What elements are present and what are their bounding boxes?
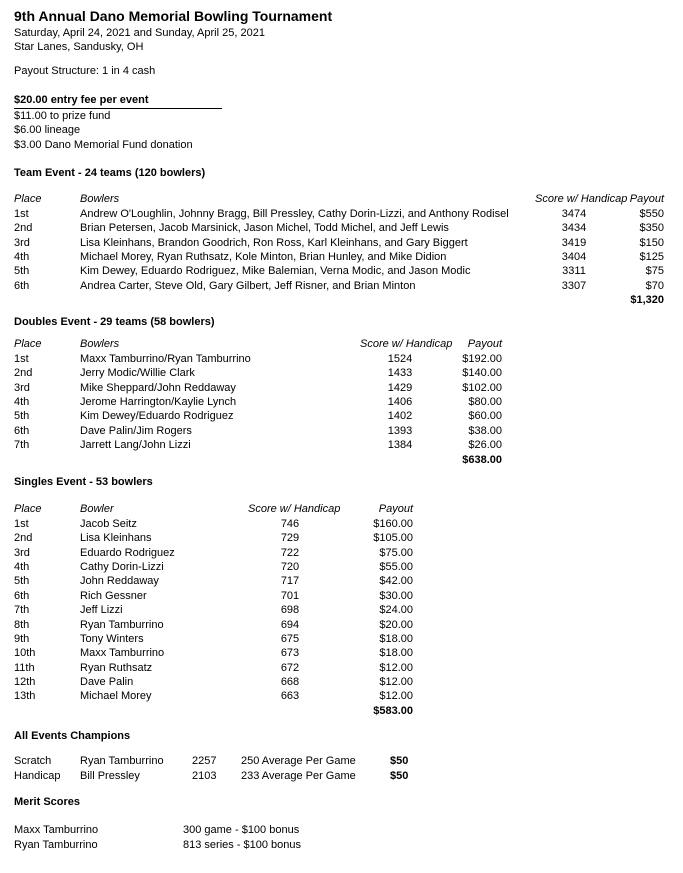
payout-cell: $105.00 xyxy=(373,532,413,545)
place-cell: 3rd xyxy=(14,236,30,249)
table-row xyxy=(14,250,664,264)
payout-cell: $12.00 xyxy=(379,690,413,703)
place-cell: 1st xyxy=(14,352,29,365)
place-cell: 2nd xyxy=(14,367,33,380)
place-header: Place xyxy=(14,503,42,516)
score-cell: 720 xyxy=(280,560,300,573)
table-header-row xyxy=(14,192,664,206)
payout-cell: $24.00 xyxy=(379,604,413,617)
score-cell: 3474 xyxy=(561,207,587,220)
payout-cell: $70 xyxy=(645,279,664,292)
team-event-table xyxy=(14,192,664,307)
bowlers-cell: Jerome Harrington/Kaylie Lynch xyxy=(80,395,237,408)
payout-cell: $50 xyxy=(390,769,409,782)
score-cell: 717 xyxy=(280,575,300,588)
section-title: All Events Champions xyxy=(14,730,131,742)
score-cell: 1393 xyxy=(387,424,413,437)
payout-cell: $18.00 xyxy=(379,647,413,660)
bowlers-header: Bowlers xyxy=(80,193,120,206)
score-header: Score w/ Handicap xyxy=(360,338,453,351)
score-cell: 1429 xyxy=(387,381,413,394)
event-dates: Saturday, April 24, 2021 and Sunday, April 25, 2021 xyxy=(14,27,265,39)
payout-cell: $80.00 xyxy=(468,395,502,408)
table-row xyxy=(14,207,664,221)
score-cell: 1524 xyxy=(387,352,413,365)
fee-breakdown-item: $6.00 lineage xyxy=(14,124,81,137)
merit-scores-section xyxy=(14,795,301,852)
table-row xyxy=(14,424,502,438)
payout-cell: $160.00 xyxy=(373,517,413,530)
bowler-cell: Jeff Lizzi xyxy=(80,604,123,617)
team-event-section xyxy=(14,166,664,308)
bowlers-cell: Lisa Kleinhans, Brandon Goodrich, Ron Ross, Karl Kleinhans, and Gary Biggert xyxy=(80,236,468,249)
table-row xyxy=(14,689,413,703)
table-row xyxy=(14,661,413,675)
category-cell: Scratch xyxy=(14,755,52,768)
score-cell: 698 xyxy=(280,604,300,617)
bowlers-cell: Kim Dewey, Eduardo Rodriguez, Mike Balemian, Verna Modic, and Jason Modic xyxy=(80,265,471,278)
payout-cell: $26.00 xyxy=(468,439,502,452)
score-cell: 3419 xyxy=(561,236,587,249)
event-total: $583.00 xyxy=(373,704,413,717)
section-title: Singles Event - 53 bowlers xyxy=(14,476,153,488)
bowler-cell: Eduardo Rodriguez xyxy=(80,546,175,559)
table-row xyxy=(14,754,430,768)
average-cell: 233 Average Per Game xyxy=(241,769,356,782)
payout-cell: $42.00 xyxy=(379,575,413,588)
bonus-cell: 300 game - $100 bonus xyxy=(183,824,300,837)
bowlers-cell: Michael Morey, Ryan Ruthsatz, Kole Minton, Brian Hunley, and Mike Didion xyxy=(80,250,447,263)
place-cell: 6th xyxy=(14,424,30,437)
table-row xyxy=(14,279,664,293)
place-header: Place xyxy=(14,338,42,351)
payout-cell: $60.00 xyxy=(468,410,502,423)
score-cell: 2103 xyxy=(192,769,217,782)
place-cell: 8th xyxy=(14,618,30,631)
section-title: Merit Scores xyxy=(14,796,81,808)
payout-cell: $550 xyxy=(639,207,664,220)
bowlers-cell: Maxx Tamburrino/Ryan Tamburrino xyxy=(80,352,251,365)
payout-cell: $55.00 xyxy=(379,560,413,573)
table-row xyxy=(14,264,664,278)
payout-cell: $140.00 xyxy=(462,367,502,380)
category-cell: Handicap xyxy=(14,769,61,782)
place-cell: 5th xyxy=(14,575,30,588)
place-cell: 5th xyxy=(14,410,30,423)
event-total: $638.00 xyxy=(462,453,502,466)
score-cell: 2257 xyxy=(192,755,217,768)
place-cell: 7th xyxy=(14,439,30,452)
score-cell: 729 xyxy=(280,532,300,545)
merit-scores-table xyxy=(14,823,301,852)
entry-fee: $20.00 entry fee per event xyxy=(14,93,222,109)
table-row xyxy=(14,517,413,531)
payout-cell: $350 xyxy=(639,222,664,235)
place-cell: 2nd xyxy=(14,532,33,545)
bowler-cell: Michael Morey xyxy=(80,690,152,703)
payout-cell: $12.00 xyxy=(379,676,413,689)
doubles-event-section xyxy=(14,315,502,467)
place-cell: 10th xyxy=(14,647,36,660)
bowler-cell: Ryan Ruthsatz xyxy=(80,661,153,674)
all-events-section xyxy=(14,729,430,783)
bowlers-cell: Brian Petersen, Jacob Marsinick, Jason Michel, Todd Michel, and Jeff Lewis xyxy=(80,222,449,235)
table-row xyxy=(14,589,413,603)
table-row xyxy=(14,769,430,783)
doubles-event-table xyxy=(14,337,502,467)
bowler-cell: John Reddaway xyxy=(80,575,159,588)
score-cell: 675 xyxy=(280,632,300,645)
place-header: Place xyxy=(14,193,42,206)
table-row xyxy=(14,675,413,689)
bowler-cell: Dave Palin xyxy=(80,676,134,689)
table-header-row xyxy=(14,502,413,516)
table-row xyxy=(14,409,502,423)
bowler-cell: Jacob Seitz xyxy=(80,517,137,530)
place-cell: 12th xyxy=(14,676,36,689)
bowlers-cell: Andrea Carter, Steve Old, Gary Gilbert, Jeff Risner, and Brian Minton xyxy=(80,279,416,292)
place-cell: 4th xyxy=(14,395,30,408)
score-cell: 1384 xyxy=(387,439,413,452)
bowler-cell: Rich Gessner xyxy=(80,589,147,602)
payout-cell: $38.00 xyxy=(468,424,502,437)
bowler-cell: Ryan Tamburrino xyxy=(80,618,164,631)
payout-cell: $150 xyxy=(639,236,664,249)
place-cell: 11th xyxy=(14,661,35,674)
score-cell: 1402 xyxy=(387,410,413,423)
table-row xyxy=(14,438,502,452)
place-cell: 13th xyxy=(14,690,36,703)
table-row xyxy=(14,560,413,574)
place-cell: 7th xyxy=(14,604,30,617)
score-cell: 663 xyxy=(280,690,300,703)
table-row xyxy=(14,646,413,660)
bowler-cell: Maxx Tamburrino xyxy=(80,647,165,660)
bowler-cell: Ryan Tamburrino xyxy=(80,755,164,768)
table-row xyxy=(14,236,664,250)
table-row xyxy=(14,823,301,837)
total-row xyxy=(14,293,664,307)
score-cell: 672 xyxy=(280,661,300,674)
payout-cell: $75.00 xyxy=(379,546,413,559)
page-title: 9th Annual Dano Memorial Bowling Tournament xyxy=(14,8,333,24)
payout-structure: Payout Structure: 1 in 4 cash xyxy=(14,65,156,77)
bowler-cell: Ryan Tamburrino xyxy=(14,838,98,851)
bowlers-cell: Mike Sheppard/John Reddaway xyxy=(80,381,236,394)
place-cell: 6th xyxy=(14,589,30,602)
bowler-cell: Maxx Tamburrino xyxy=(14,824,99,837)
place-cell: 3rd xyxy=(14,381,30,394)
table-row xyxy=(14,632,413,646)
bowlers-cell: Dave Palin/Jim Rogers xyxy=(80,424,192,437)
place-cell: 2nd xyxy=(14,222,33,235)
bowler-cell: Tony Winters xyxy=(80,632,144,645)
place-cell: 1st xyxy=(14,207,29,220)
entry-fee-block xyxy=(14,93,222,152)
score-cell: 3311 xyxy=(562,265,586,278)
bowlers-cell: Jarrett Lang/John Lizzi xyxy=(80,439,191,452)
bowlers-cell: Andrew O'Loughlin, Johnny Bragg, Bill Pressley, Cathy Dorin-Lizzi, and Anthony Rodisel xyxy=(80,207,509,220)
table-row xyxy=(14,366,502,380)
event-location: Star Lanes, Sandusky, OH xyxy=(14,41,144,54)
score-cell: 3404 xyxy=(561,250,587,263)
table-row xyxy=(14,221,664,235)
payout-cell: $30.00 xyxy=(379,589,413,602)
payout-header: Payout xyxy=(629,193,664,206)
bowler-cell: Cathy Dorin-Lizzi xyxy=(80,560,164,573)
payout-header: Payout xyxy=(467,338,502,351)
payout-cell: $192.00 xyxy=(462,352,502,365)
average-cell: 250 Average Per Game xyxy=(241,755,356,768)
score-cell: 701 xyxy=(280,589,300,602)
place-cell: 6th xyxy=(14,279,30,292)
payout-cell: $102.00 xyxy=(462,381,502,394)
place-cell: 5th xyxy=(14,265,30,278)
place-cell: 1st xyxy=(14,517,29,530)
section-title: Doubles Event - 29 teams (58 bowlers) xyxy=(14,316,215,328)
place-cell: 4th xyxy=(14,560,30,573)
score-cell: 1406 xyxy=(387,395,413,408)
table-row xyxy=(14,838,301,852)
bowlers-header: Bowlers xyxy=(80,338,120,351)
bowlers-cell: Jerry Modic/Willie Clark xyxy=(80,367,195,380)
bonus-cell: 813 series - $100 bonus xyxy=(183,838,302,851)
payout-cell: $75 xyxy=(645,265,664,278)
table-row xyxy=(14,352,502,366)
table-row xyxy=(14,381,502,395)
total-row xyxy=(14,704,413,718)
score-cell: 3434 xyxy=(561,222,587,235)
all-events-table xyxy=(14,754,430,783)
score-cell: 746 xyxy=(280,517,300,530)
table-row xyxy=(14,546,413,560)
table-row xyxy=(14,603,413,617)
table-row xyxy=(14,618,413,632)
total-row xyxy=(14,453,502,467)
bowler-cell: Bill Pressley xyxy=(80,769,140,782)
score-cell: 722 xyxy=(280,546,300,559)
document-header xyxy=(14,6,332,55)
score-cell: 3307 xyxy=(561,279,587,292)
table-row xyxy=(14,395,502,409)
score-cell: 1433 xyxy=(387,367,413,380)
event-total: $1,320 xyxy=(630,294,664,307)
singles-event-table xyxy=(14,502,413,718)
score-header: Score w/ Handicap xyxy=(248,503,341,516)
bowlers-cell: Kim Dewey/Eduardo Rodriguez xyxy=(80,410,234,423)
payout-cell: $18.00 xyxy=(379,632,413,645)
table-header-row xyxy=(14,337,502,351)
payout-cell: $20.00 xyxy=(379,618,413,631)
fee-breakdown-item: $3.00 Dano Memorial Fund donation xyxy=(14,138,193,151)
payout-cell: $125 xyxy=(639,250,664,263)
payout-header: Payout xyxy=(378,503,413,516)
payout-cell: $12.00 xyxy=(379,661,413,674)
place-cell: 9th xyxy=(14,632,30,645)
fee-breakdown-item: $11.00 to prize fund xyxy=(14,110,111,122)
singles-event-section xyxy=(14,475,413,718)
place-cell: 3rd xyxy=(14,546,30,559)
place-cell: 4th xyxy=(14,250,30,263)
table-row xyxy=(14,531,413,545)
score-cell: 694 xyxy=(280,618,300,631)
score-cell: 673 xyxy=(280,647,300,660)
score-header: Score w/ Handicap xyxy=(535,193,628,206)
payout-cell: $50 xyxy=(390,755,409,768)
bowler-header: Bowler xyxy=(80,503,114,516)
score-cell: 668 xyxy=(280,676,300,689)
section-title: Team Event - 24 teams (120 bowlers) xyxy=(14,167,206,179)
table-row xyxy=(14,574,413,588)
bowler-cell: Lisa Kleinhans xyxy=(80,532,152,545)
